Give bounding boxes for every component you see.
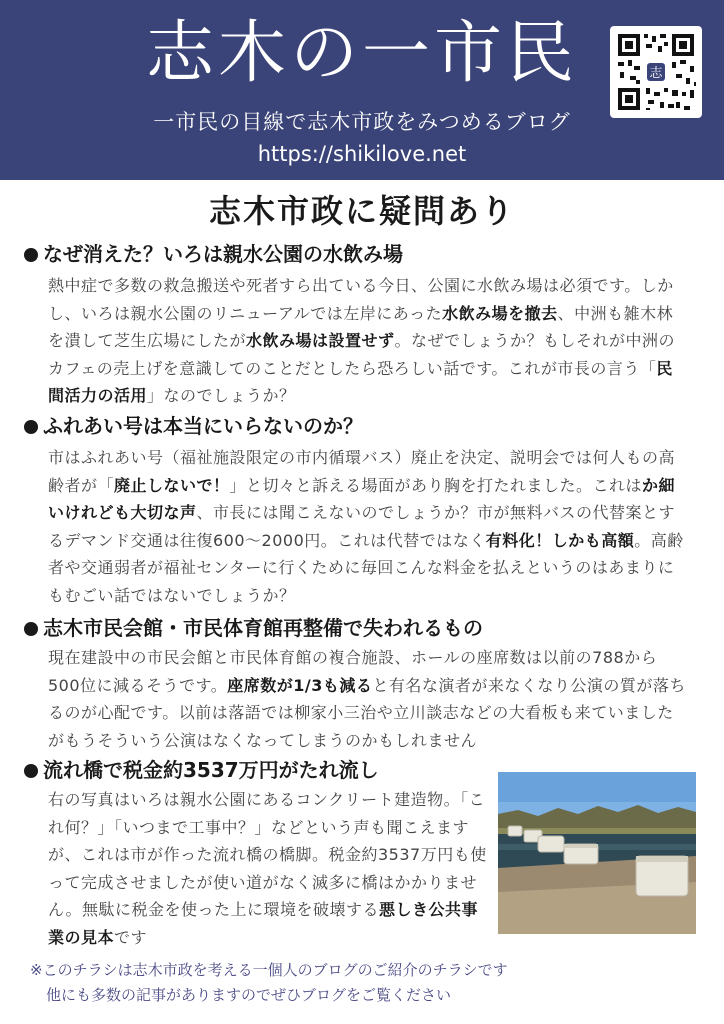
footnote-line-1: ※このチラシは志木市政を考える一個人のブログのご紹介のチラシです: [30, 961, 508, 979]
site-url[interactable]: https://shikilove.net: [257, 142, 467, 166]
body-text: と有名な演者が来なくなり公演の質が落ちるのが心配です。以前は落語では柳家小三治や立川談志などの大看板も来ていましたがもうそういう公演はなくなってしまうのかもしれません: [48, 675, 686, 750]
section-title-fureai-bus: ふれあい号は本当にいらないのか？: [24, 412, 363, 440]
body-text: 、中洲も雑木林を潰して芝生広場にしたが: [48, 303, 674, 350]
body-text: 」なのでしょうか？: [147, 386, 296, 405]
site-title: 志木の一市民: [145, 14, 578, 93]
body-text: です: [114, 927, 148, 947]
emphasis-text: 廃止しないで！: [114, 475, 230, 495]
qr-logo-char: 志: [649, 66, 663, 81]
emphasis-text: 悪しき公共事業の見本: [48, 900, 478, 947]
bullet-icon: [24, 248, 38, 262]
section-title-flowing-bridge: 流れ橋で税金約3537万円がたれ流し: [24, 756, 379, 784]
body-text: 現在建設中の市民会館と市民体育館の複合施設、ホールの座席数は以前の788から500位に減るそうです。: [48, 648, 658, 695]
emphasis-text: 水飲み場を撤去: [442, 303, 558, 323]
section-title-civic-hall: 志木市民会館・市民体育館再整備で失われるもの: [24, 614, 483, 642]
site-subtitle: 一市民の目線で志木市政をみつめるブログ: [153, 110, 571, 134]
emphasis-text: 民間活力の活用: [48, 358, 673, 405]
body-text: 市はふれあい号（福祉施設限定の市内循環バス）廃止を決定、説明会では何人もの高齢者が「: [48, 448, 676, 495]
qr-code[interactable]: [610, 26, 702, 118]
bridge-pier-photo: [498, 772, 696, 934]
section-body-fureai-bus: [48, 444, 688, 609]
body-text: 、市長には聞こえないのでしょうか？市が無料バスの代替案とするデマンド交通は往復600〜2000円。これは代替ではなく: [48, 503, 676, 550]
body-text: 右の写真はいろは親水公園にあるコンクリート建造物。「これ何？」「いつまで工事中？」などという声も聞こえますが、これは市が作った流れ橋の橋脚。税金約3537万円も使って完成させましたが使い道がなく滅多に橋はかかりません。無駄に税金を使った上に環境を破壊する: [48, 790, 487, 919]
body-text: 。なぜでしょうか？もしそれが中洲のカフェの売上げを意識してのことだとしたら恐ろしい話です。これが市長の言う「: [48, 331, 676, 378]
header-banner: [0, 0, 724, 180]
footnote-line-2: 他にも多数の記事がありますのでぜひブログをご覧ください: [46, 986, 452, 1004]
section-title-drinking-fountain: なぜ消えた？いろは親水公園の水飲み場: [24, 240, 403, 268]
body-text: 熱中症で多数の救急搬送や死者すら出ている今日、公園に水飲み場は必須です。しかし、いろは親水公園のリニューアルでは左岸にあった: [48, 276, 674, 323]
section-body-drinking-fountain: [48, 272, 688, 410]
emphasis-text: 座席数が1/3も減る: [227, 675, 373, 695]
emphasis-text: か細いけれども大切な声: [48, 475, 676, 522]
section-body-flowing-bridge: [48, 786, 488, 951]
body-text: 」と切々と訴える場面があり胸を打たれました。これは: [229, 475, 643, 495]
emphasis-text: 有料化！しかも高額: [485, 530, 635, 550]
bullet-icon: [24, 764, 38, 778]
bullet-icon: [24, 420, 38, 434]
footnote: [30, 958, 710, 1008]
page-heading: 志木市政に疑問あり: [208, 192, 515, 230]
section-body-civic-hall: [48, 644, 688, 754]
emphasis-text: 水飲み場は設置せず: [246, 331, 395, 350]
bullet-icon: [24, 622, 38, 636]
body-text: 。高齢者や交通弱者が福祉センターに行くために毎回こんな料金を払えというのはあまりにもむごい話ではないでしょうか？: [48, 530, 684, 605]
